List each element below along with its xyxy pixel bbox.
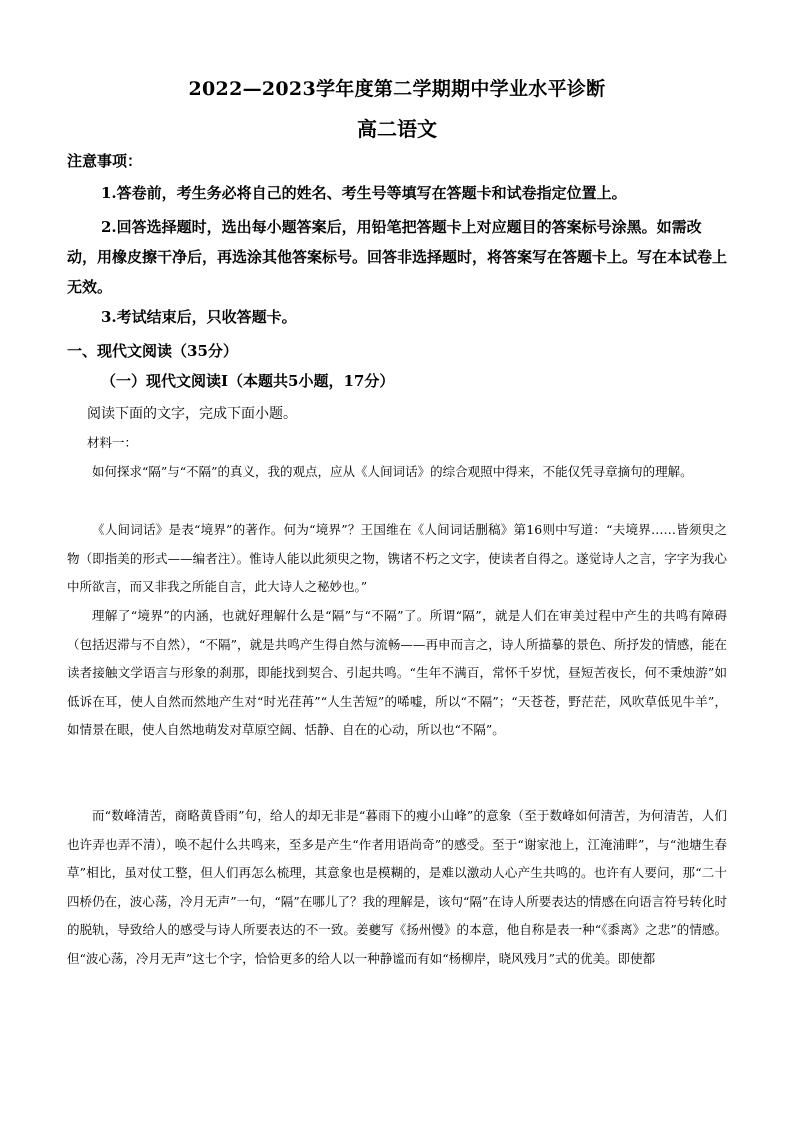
- page-title: 2022—2023学年度第二学期期中学业水平诊断: [188, 78, 606, 100]
- subsection-heading: （一）现代文阅读Ⅰ（本题共5小题，17分）: [101, 372, 395, 390]
- reading-instruction: 阅读下面的文字，完成下面小题。: [87, 406, 297, 422]
- material-label: 材料一：: [87, 435, 138, 450]
- paragraph: 而“数峰清苦，商略黄昏雨”句，给人的却无非是“暮雨下的瘦小山峰”的意象（至于数峰如何清苦，为何清苦，人们也许弄也弄不清），唤不起什么共鸣来，至多是产生“作者用语尚奇”的感受。至于“谢家池上，江淹浦畔”，与“池塘生春草”相比，虽对仗工整，但人们再怎么梳理，其意象也是模糊的，是难以激动人心产生共鸣的。也许有人要问，那“二十四桥仍在，波心荡，冷月无声”一句，“隔”在哪儿了？我的理解是，该句“隔”在诗人所要表达的情感在向语言符号转化时的脱轨，导致给人的感受与诗人所要表达的不一致。姜夔写《扬州慢》的本意，他自称是表一种“《黍离》之悲”的情感。但“波心荡，冷月无声”这七个字，恰恰更多的给人以一种静谧而有如“杨柳岸，晓风残月”式的优美。即使都: [67, 808, 727, 966]
- notice-item-2: 2.回答选择题时，选出每小题答案后，用铅笔把答题卡上对应题目的答案标号涂黑。如需改动，用橡皮擦干净后，再选涂其他答案标号。回答非选择题时，将答案写在答题卡上。写在本试卷上无效。: [67, 218, 728, 296]
- notice-item-3: 3.考试结束后，只收答题卡。: [101, 308, 297, 326]
- paragraph: 理解了“境界”的内涵，也就好理解什么是“隔”与“不隔”了。所谓“隔”，就是人们在审美过程中产生的共鸣有障碍（包括迟滞与不自然），“不隔”，就是共鸣产生得自然与流畅——再申而言之，诗人所描摹的景色、所抒发的情感，能在读者接触文学语言与形象的刹那，即能找到契合、引起共鸣。“生年不满百，常怀千岁忧，昼短苦夜长，何不秉烛游”如低诉在耳，使人自然而然地产生对“时光荏苒”“人生苦短”的唏嘘，所以“不隔”；“天苍苍，野茫茫，风吹草低见牛羊”，如情景在眼，使人自然地萌发对草原空阔、恬静、自在的心动，所以也“不隔”。: [67, 608, 727, 738]
- section-heading: 一、现代文阅读（35分）: [67, 342, 238, 360]
- paragraph: 《人间词话》是表“境界”的著作。何为“境界”？王国维在《人间词话删稿》第16则中写道：“夫境界……皆须臾之物（即指美的形式——编者注）。惟诗人能以此须臾之物，镌诸不朽之文字，使读者自得之。遂觉诗人之言，字字为我心中所欲言，而又非我之所能自言，此大诗人之秘妙也。”: [67, 522, 727, 595]
- paragraph: 如何探求“隔”与“不隔”的真义，我的观点，应从《人间词话》的综合观照中得来，不能仅凭寻章摘句的理解。: [92, 464, 693, 479]
- notice-heading: 注意事项：: [67, 152, 143, 170]
- page-subtitle: 高二语文: [357, 117, 437, 141]
- notice-item-1: 1.答卷前，考生务必将自己的姓名、考生号等填写在答题卡和试卷指定位置上。: [101, 184, 627, 202]
